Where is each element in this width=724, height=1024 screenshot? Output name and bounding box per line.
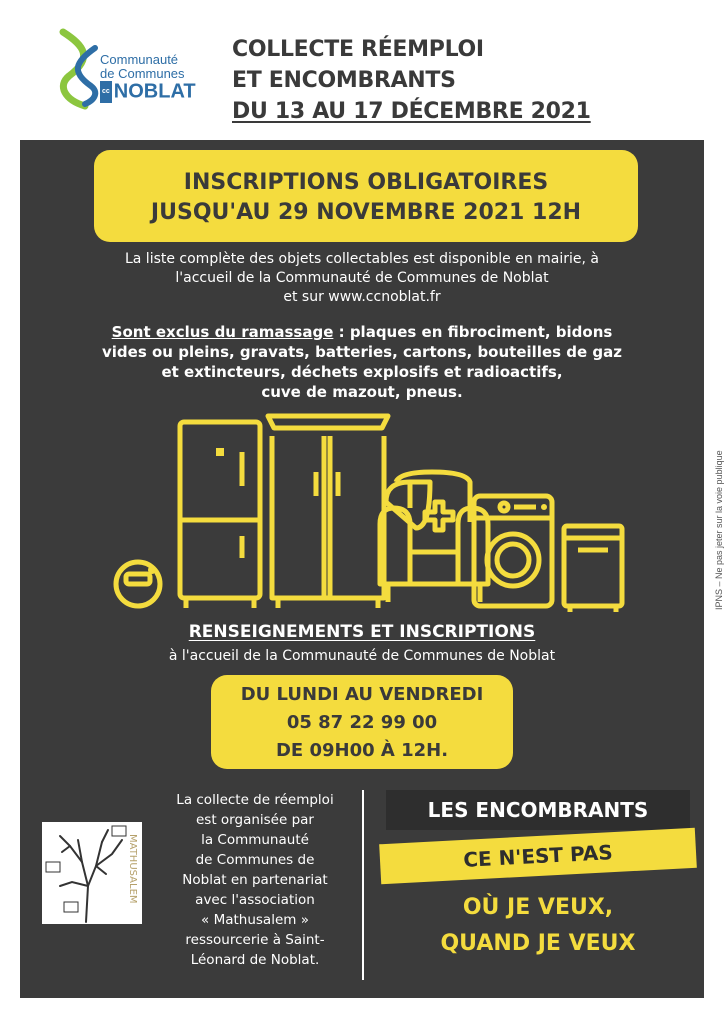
fridge-icon	[180, 422, 260, 608]
exclusions-line3: et extincteurs, déchets explosifs et radioactifs,	[161, 363, 563, 381]
collab-text	[150, 790, 360, 970]
mathusalem-caption	[118, 830, 136, 920]
contact-box	[211, 675, 513, 769]
info-line1: La liste complète des objets collectables est disponible en mairie, à	[124, 251, 600, 267]
logo-cc-mark: cc	[100, 81, 112, 103]
logo-noblat: NOBLAT	[113, 80, 196, 103]
divider	[362, 790, 364, 980]
slogan-line34	[410, 890, 666, 962]
collab-line: Léonard de Noblat.	[190, 952, 320, 968]
appliance-icons	[110, 412, 630, 612]
exclusions-line1-rest: : plaques en fibrociment, bidons	[333, 323, 613, 341]
contact-hours: DE 09H00 À 12H.	[275, 740, 449, 761]
mathusalem-caption-text: MATHUSALEM	[127, 834, 138, 904]
collab-line: la Communauté	[201, 832, 309, 848]
title-line2: ET ENCOMBRANTS	[232, 68, 456, 93]
wardrobe-icon	[268, 416, 388, 608]
slogan-line2: CE N'EST PAS	[379, 828, 697, 884]
logo-text	[100, 53, 196, 103]
exclusions-line1	[40, 322, 684, 342]
collab-line: « Mathusalem »	[201, 912, 309, 928]
page-title	[232, 34, 591, 127]
inscription-line2: JUSQU'AU 29 NOVEMBRE 2021 12H	[150, 200, 582, 225]
collab-line: La collecte de réemploi	[176, 792, 334, 808]
collab-line: avec l'association	[195, 892, 315, 908]
side-note-text: IPNS – Ne pas jeter sur la voie publique	[714, 450, 724, 610]
dishwasher-icon	[564, 526, 622, 612]
slogan-line1: LES ENCOMBRANTS	[386, 790, 690, 830]
inscription-line1: INSCRIPTIONS OBLIGATOIRES	[183, 170, 549, 195]
side-note	[702, 420, 724, 620]
contact-line1: DU LUNDI AU VENDREDI	[240, 684, 484, 705]
robot-vacuum-icon	[116, 562, 160, 606]
collab-line: de Communes de	[195, 852, 315, 868]
slogan-block	[380, 790, 696, 990]
slogan-line3: OÙ JE VEUX,	[462, 895, 614, 920]
contact-phone: 05 87 22 99 00	[286, 712, 438, 733]
collab-line: ressourcerie à Saint-	[185, 932, 325, 948]
renseignements-title: RENSEIGNEMENTS ET INSCRIPTIONS	[188, 622, 536, 642]
logo-line3	[100, 81, 196, 103]
info-line3: et sur www.ccnoblat.fr	[283, 289, 441, 305]
collab-line: est organisée par	[196, 812, 314, 828]
collab-line: Noblat en partenariat	[182, 872, 328, 888]
exclusions-label: Sont exclus du ramassage	[111, 323, 334, 341]
logo-swirl-icon	[55, 28, 105, 108]
exclusions-line2: vides ou pleins, gravats, batteries, cartons, bouteilles de gaz	[102, 343, 622, 361]
logo-line1: Communauté	[100, 52, 179, 67]
exclusions-text	[40, 322, 684, 402]
logo-line2: de Communes	[100, 66, 185, 81]
slogan-line4: QUAND JE VEUX	[440, 931, 636, 956]
exclusions-line4: cuve de mazout, pneus.	[261, 383, 463, 401]
inscription-box	[94, 150, 638, 242]
title-line3: DU 13 AU 17 DÉCEMBRE 2021	[232, 99, 591, 124]
info-text	[40, 250, 684, 307]
title-line1: COLLECTE RÉEMPLOI	[232, 37, 484, 62]
info-line2: l'accueil de la Communauté de Communes de Noblat	[175, 270, 549, 286]
renseignements-subtitle: à l'accueil de la Communauté de Communes de Noblat	[168, 648, 556, 664]
